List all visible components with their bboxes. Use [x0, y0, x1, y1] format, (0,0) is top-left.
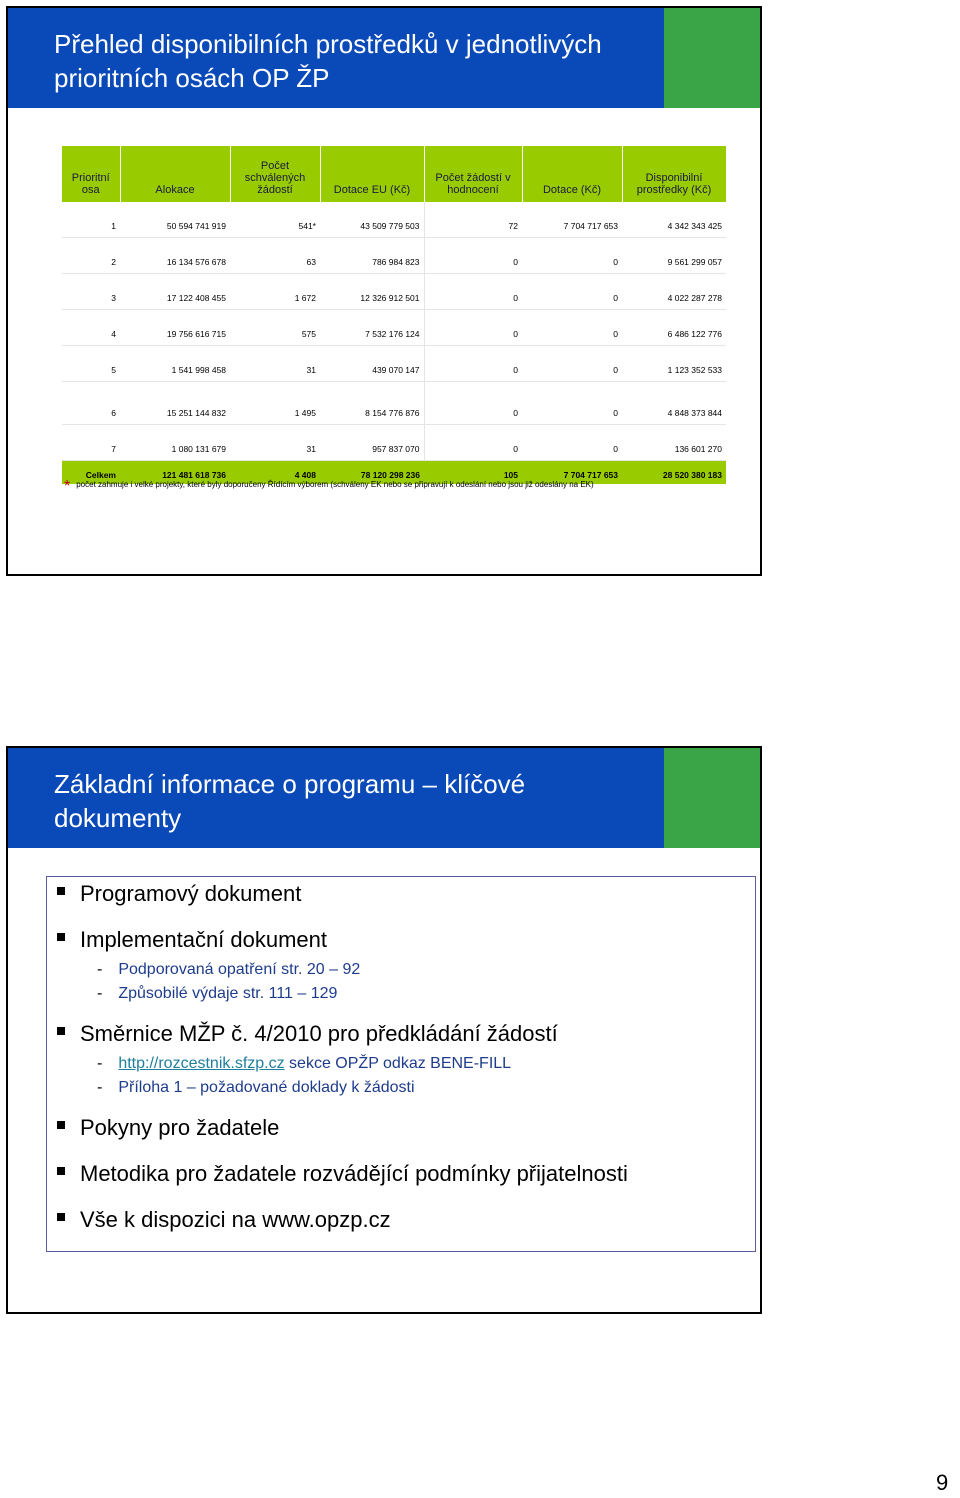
footnote-star: *	[64, 478, 71, 495]
table-cell: 786 984 823	[320, 238, 424, 274]
table-cell: 1 123 352 533	[622, 346, 726, 382]
documents-list	[46, 876, 756, 1252]
table-cell: 541*	[230, 202, 320, 238]
slide-available-funds	[6, 6, 762, 576]
table-cell: 439 070 147	[320, 346, 424, 382]
table-cell: 0	[424, 425, 522, 461]
table-cell: 7	[62, 425, 120, 461]
table-row	[62, 346, 726, 382]
table-cell: 0	[424, 346, 522, 382]
accent-block	[664, 748, 760, 848]
table-cell: 105	[424, 461, 522, 485]
sub-item: - Způsobilé výdaje str. 111 – 129	[97, 985, 338, 1002]
bullet-icon	[57, 1027, 65, 1035]
table-row	[62, 425, 726, 461]
table-cell: 1	[62, 202, 120, 238]
table-cell: 5	[62, 346, 120, 382]
table-cell: 72	[424, 202, 522, 238]
list-item: Programový dokument	[57, 881, 301, 907]
table-cell: 78 120 298 236	[320, 461, 424, 485]
table-cell: 31	[230, 425, 320, 461]
list-item: Směrnice MŽP č. 4/2010 pro předkládání žádostí	[57, 1021, 558, 1047]
table-cell: 121 481 618 736	[120, 461, 230, 485]
table-cell: 0	[424, 310, 522, 346]
table-cell: 4 848 373 844	[622, 382, 726, 425]
table-cell: 7 704 717 653	[522, 461, 622, 485]
table-cell: 8 154 776 876	[320, 382, 424, 425]
table-cell: 6 486 122 776	[622, 310, 726, 346]
accent-block	[664, 8, 760, 108]
slide-title-line1: Přehled disponibilních prostředků v jednotlivých	[54, 29, 602, 59]
table-row	[62, 202, 726, 238]
sub-item: - Podporovaná opatření str. 20 – 92	[97, 961, 361, 978]
table-cell: 136 601 270	[622, 425, 726, 461]
table-cell: 3	[62, 274, 120, 310]
header-cell: Alokace	[120, 146, 230, 202]
table-cell: 0	[522, 425, 622, 461]
page-number: 9	[936, 1470, 949, 1495]
table-cell: 6	[62, 382, 120, 425]
rozcestnik-link[interactable]: http://rozcestnik.sfzp.cz	[118, 1055, 285, 1072]
table-cell: 0	[424, 274, 522, 310]
header-cell: Počet schválených žádostí	[230, 146, 320, 202]
slide-title-line1: Základní informace o programu – klíčové	[54, 769, 526, 799]
funds-table	[62, 146, 727, 484]
sub-item: - http://rozcestnik.sfzp.cz sekce OPŽP odkaz BENE-FILL	[97, 1055, 512, 1072]
table-row	[62, 274, 726, 310]
table-row	[62, 238, 726, 274]
bullet-icon	[57, 933, 65, 941]
bullet-icon	[57, 887, 65, 895]
header-cell: Dotace EU (Kč)	[320, 146, 424, 202]
list-item: Metodika pro žadatele rozvádějící podmínky přijatelnosti	[57, 1161, 628, 1187]
table-cell: 0	[424, 382, 522, 425]
table-cell: 50 594 741 919	[120, 202, 230, 238]
table-cell: 1 672	[230, 274, 320, 310]
table-cell: 0	[522, 238, 622, 274]
header-cell: Disponibilní prostředky (Kč)	[622, 146, 726, 202]
slide-title-line2: prioritních osách OP ŽP	[54, 63, 330, 93]
header-cell: Prioritní osa	[62, 146, 120, 202]
table-cell: 4	[62, 310, 120, 346]
slide-key-documents	[6, 746, 762, 1314]
table-cell: 7 532 176 124	[320, 310, 424, 346]
footnote	[64, 474, 594, 495]
table-cell: 575	[230, 310, 320, 346]
title-bar	[8, 748, 664, 848]
table-cell: 0	[522, 310, 622, 346]
list-item: Pokyny pro žadatele	[57, 1115, 279, 1141]
list-item: Implementační dokument	[57, 927, 327, 953]
table-cell: 19 756 616 715	[120, 310, 230, 346]
slide-title-line2: dokumenty	[54, 803, 182, 833]
table-cell: 1 541 998 458	[120, 346, 230, 382]
table-cell: 0	[522, 382, 622, 425]
table-cell: 15 251 144 832	[120, 382, 230, 425]
table-header-row	[62, 146, 726, 202]
bullet-icon	[57, 1121, 65, 1129]
table-cell: 28 520 380 183	[622, 461, 726, 485]
table-row	[62, 310, 726, 346]
table-cell: 17 122 408 455	[120, 274, 230, 310]
table-cell: 4 022 287 278	[622, 274, 726, 310]
table-cell: 2	[62, 238, 120, 274]
footnote-text: počet zahmuje i velké projekty, které byly doporučeny Řídícím výborem (schváleny EK nebo se připravují k odeslání nebo jsou již odeslány na EK)	[76, 480, 594, 489]
table-cell: 43 509 779 503	[320, 202, 424, 238]
table-cell: 1 495	[230, 382, 320, 425]
table-cell: 0	[424, 238, 522, 274]
table-row	[62, 382, 726, 425]
list-item: Vše k dispozici na www.opzp.cz	[57, 1207, 391, 1233]
table-cell: 957 837 070	[320, 425, 424, 461]
bullet-icon	[57, 1167, 65, 1175]
table-cell: 7 704 717 653	[522, 202, 622, 238]
table-cell: 1 080 131 679	[120, 425, 230, 461]
table-cell: 12 326 912 501	[320, 274, 424, 310]
table-cell: 0	[522, 274, 622, 310]
bullet-icon	[57, 1213, 65, 1221]
table-cell: 16 134 576 678	[120, 238, 230, 274]
table-cell: 4 408	[230, 461, 320, 485]
table-cell: 4 342 343 425	[622, 202, 726, 238]
title-bar	[8, 8, 664, 108]
table-cell: 0	[522, 346, 622, 382]
header-cell: Dotace (Kč)	[522, 146, 622, 202]
header-cell: Počet žádostí v hodnocení	[424, 146, 522, 202]
sub-item: - Příloha 1 – požadované doklady k žádosti	[97, 1079, 415, 1096]
table-cell: Celkem	[62, 461, 120, 485]
table-cell: 9 561 299 057	[622, 238, 726, 274]
table-cell: 31	[230, 346, 320, 382]
table-cell: 63	[230, 238, 320, 274]
